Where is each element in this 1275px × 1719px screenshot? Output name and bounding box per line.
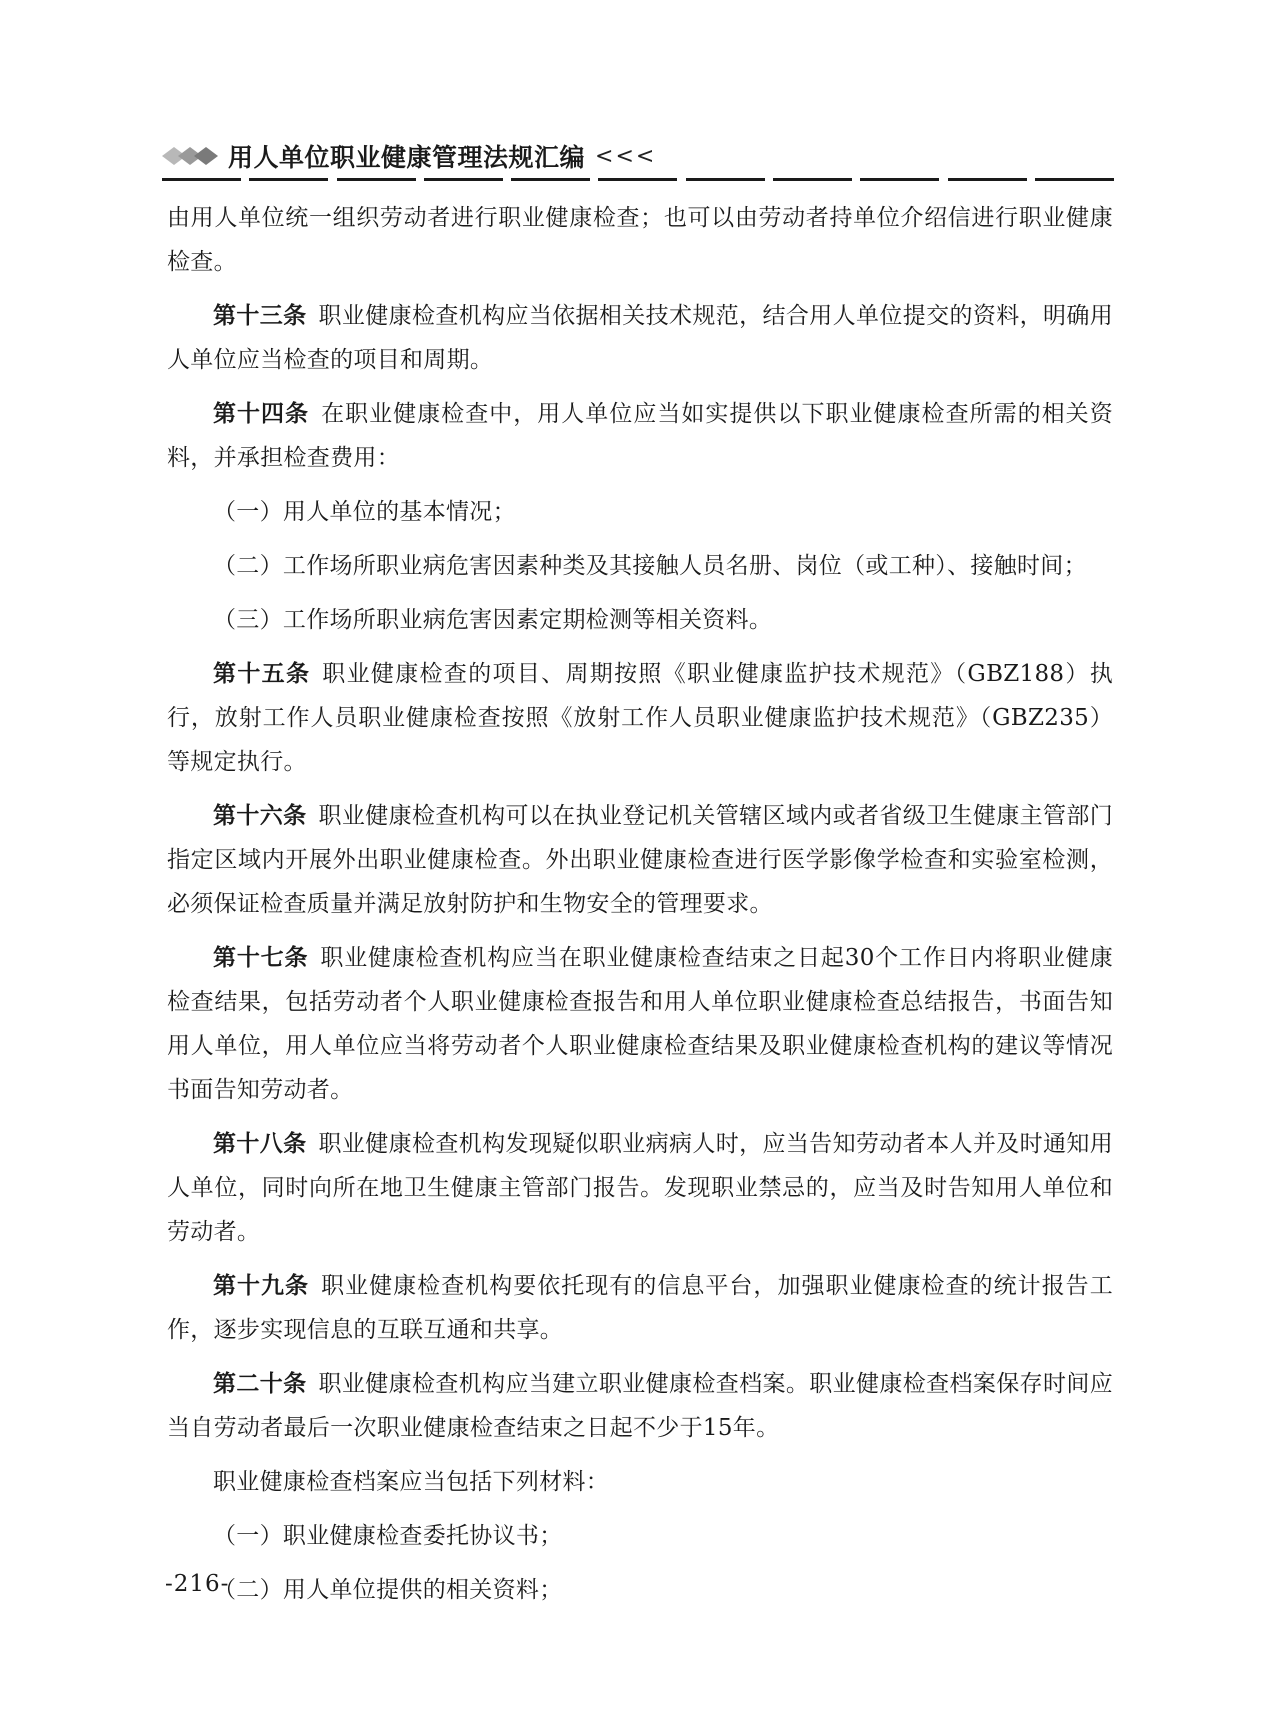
paragraph-continued: 由用人单位统一组织劳动者进行职业健康检查；也可以由劳动者持单位介绍信进行职业健康检查。 — [167, 205, 1113, 275]
list-item: （一）职业健康检查委托协议书； — [213, 1523, 563, 1549]
article-number: 第十三条 — [213, 303, 307, 329]
paragraph-article-15: 第十五条 职业健康检查的项目、周期按照《职业健康监护技术规范》（GBZ188）执行，放射工作人员职业健康检查按照《放射工作人员职业健康监护技术规范》（GBZ235）等规定执行。 — [167, 661, 1113, 775]
list-item: （一）用人单位的基本情况； — [213, 499, 516, 525]
article-number: 第十六条 — [213, 803, 307, 829]
paragraph-article-20: 第二十条 职业健康检查机构应当建立职业健康检查档案。职业健康检查档案保存时间应当自劳动者最后一次职业健康检查结束之日起不少于15年。 — [167, 1371, 1113, 1441]
running-header-title: 用人单位职业健康管理法规汇编 — [228, 143, 586, 172]
paragraph-article-19: 第十九条 职业健康检查机构要依托现有的信息平台，加强职业健康检查的统计报告工作，逐步实现信息的互联互通和共享。 — [167, 1273, 1113, 1343]
article-number: 第十四条 — [213, 401, 310, 427]
header-dashed-rule — [162, 178, 1114, 181]
double-diamond-arrow-icon — [160, 143, 220, 169]
paragraph-archive-materials: 职业健康检查档案应当包括下列材料： — [213, 1469, 610, 1495]
running-header-marks: <<< — [595, 143, 657, 169]
running-header — [160, 136, 656, 176]
article-number: 第十九条 — [213, 1273, 310, 1299]
article-number: 第二十条 — [213, 1371, 307, 1397]
article-number: 第十八条 — [213, 1131, 307, 1157]
paragraph-article-18: 第十八条 职业健康检查机构发现疑似职业病病人时，应当告知劳动者本人并及时通知用人单位，同时向所在地卫生健康主管部门报告。发现职业禁忌的，应当及时告知用人单位和劳动者。 — [167, 1131, 1113, 1245]
body-text — [167, 196, 1113, 1622]
paragraph-article-17: 第十七条 职业健康检查机构应当在职业健康检查结束之日起30个工作日内将职业健康检查结果，包括劳动者个人职业健康检查报告和用人单位职业健康检查总结报告，书面告知用人单位，用人单位应当将劳动者个人职业健康检查结果及职业健康检查机构的建议等情况书面告知劳动者。 — [167, 945, 1114, 1103]
paragraph-article-14: 第十四条 在职业健康检查中，用人单位应当如实提供以下职业健康检查所需的相关资料，并承担检查费用： — [167, 401, 1113, 471]
page-number: -216- — [165, 1571, 230, 1597]
list-item: （二）工作场所职业病危害因素种类及其接触人员名册、岗位（或工种）、接触时间； — [213, 553, 1087, 579]
list-item: （二）用人单位提供的相关资料； — [213, 1577, 563, 1603]
article-number: 第十五条 — [213, 661, 311, 687]
article-number: 第十七条 — [213, 945, 309, 971]
list-item: （三）工作场所职业病危害因素定期检测等相关资料。 — [213, 607, 773, 633]
paragraph-article-16: 第十六条 职业健康检查机构可以在执业登记机关管辖区域内或者省级卫生健康主管部门指定区域内开展外出职业健康检查。外出职业健康检查进行医学影像学检查和实验室检测，必须保证检查质量并满足放射防护和生物安全的管理要求。 — [167, 803, 1113, 917]
paragraph-article-13: 第十三条 职业健康检查机构应当依据相关技术规范，结合用人单位提交的资料，明确用人单位应当检查的项目和周期。 — [167, 303, 1113, 373]
